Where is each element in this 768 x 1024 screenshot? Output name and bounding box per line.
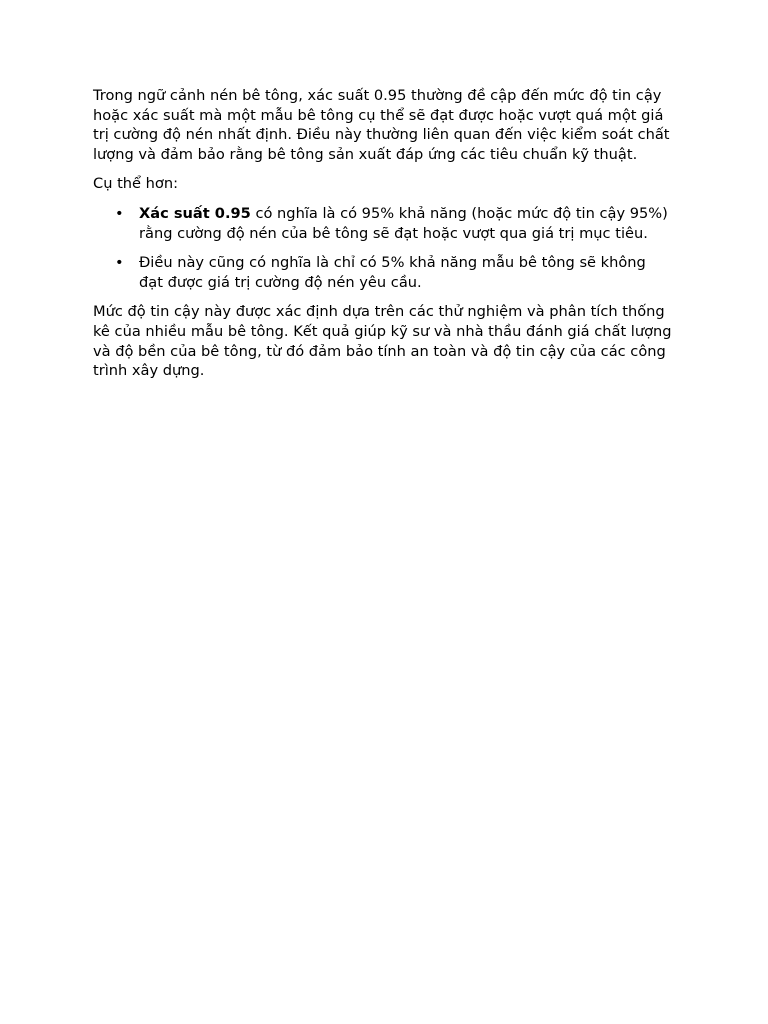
bullet-text: có nghĩa là có 95% khả năng (hoặc mức độ tin cậy 95%) rằng cường độ nén của bê tông sẽ đạt hoặc vượt qua giá trị mục tiêu. <box>139 204 668 242</box>
bullet-bold-term: Xác suất 0.95 <box>139 204 251 222</box>
paragraph-specifics-heading: Cụ thể hơn: <box>93 175 179 193</box>
bullet-list <box>93 204 675 292</box>
list-item <box>93 204 673 243</box>
bullet-text: Điều này cũng có nghĩa là chỉ có 5% khả năng mẫu bê tông sẽ không đạt được giá trị cường độ nén yêu cầu. <box>139 254 646 291</box>
list-item <box>93 253 673 292</box>
bullet-dot-icon: • <box>115 254 124 272</box>
bullet-dot-icon: • <box>115 204 124 222</box>
paragraph-conclusion: Mức độ tin cậy này được xác định dựa trên các thử nghiệm và phân tích thống kê của nhiều mẫu bê tông. Kết quả giúp kỹ sư và nhà thầu đánh giá chất lượng và độ bền của bê tông, từ đó đảm bảo tính an toàn và độ tin cậy của các công trình xây dựng. <box>93 303 672 380</box>
paragraph-intro: Trong ngữ cảnh nén bê tông, xác suất 0.95 thường đề cập đến mức độ tin cậy hoặc xác suất mà một mẫu bê tông cụ thể sẽ đạt được hoặc vượt quá một giá trị cường độ nén nhất định. Điều này thường liên quan đến việc kiểm soát chất lượng và đảm bảo rằng bê tông sản xuất đáp ứng các tiêu chuẩn kỹ thuật. <box>93 87 670 163</box>
